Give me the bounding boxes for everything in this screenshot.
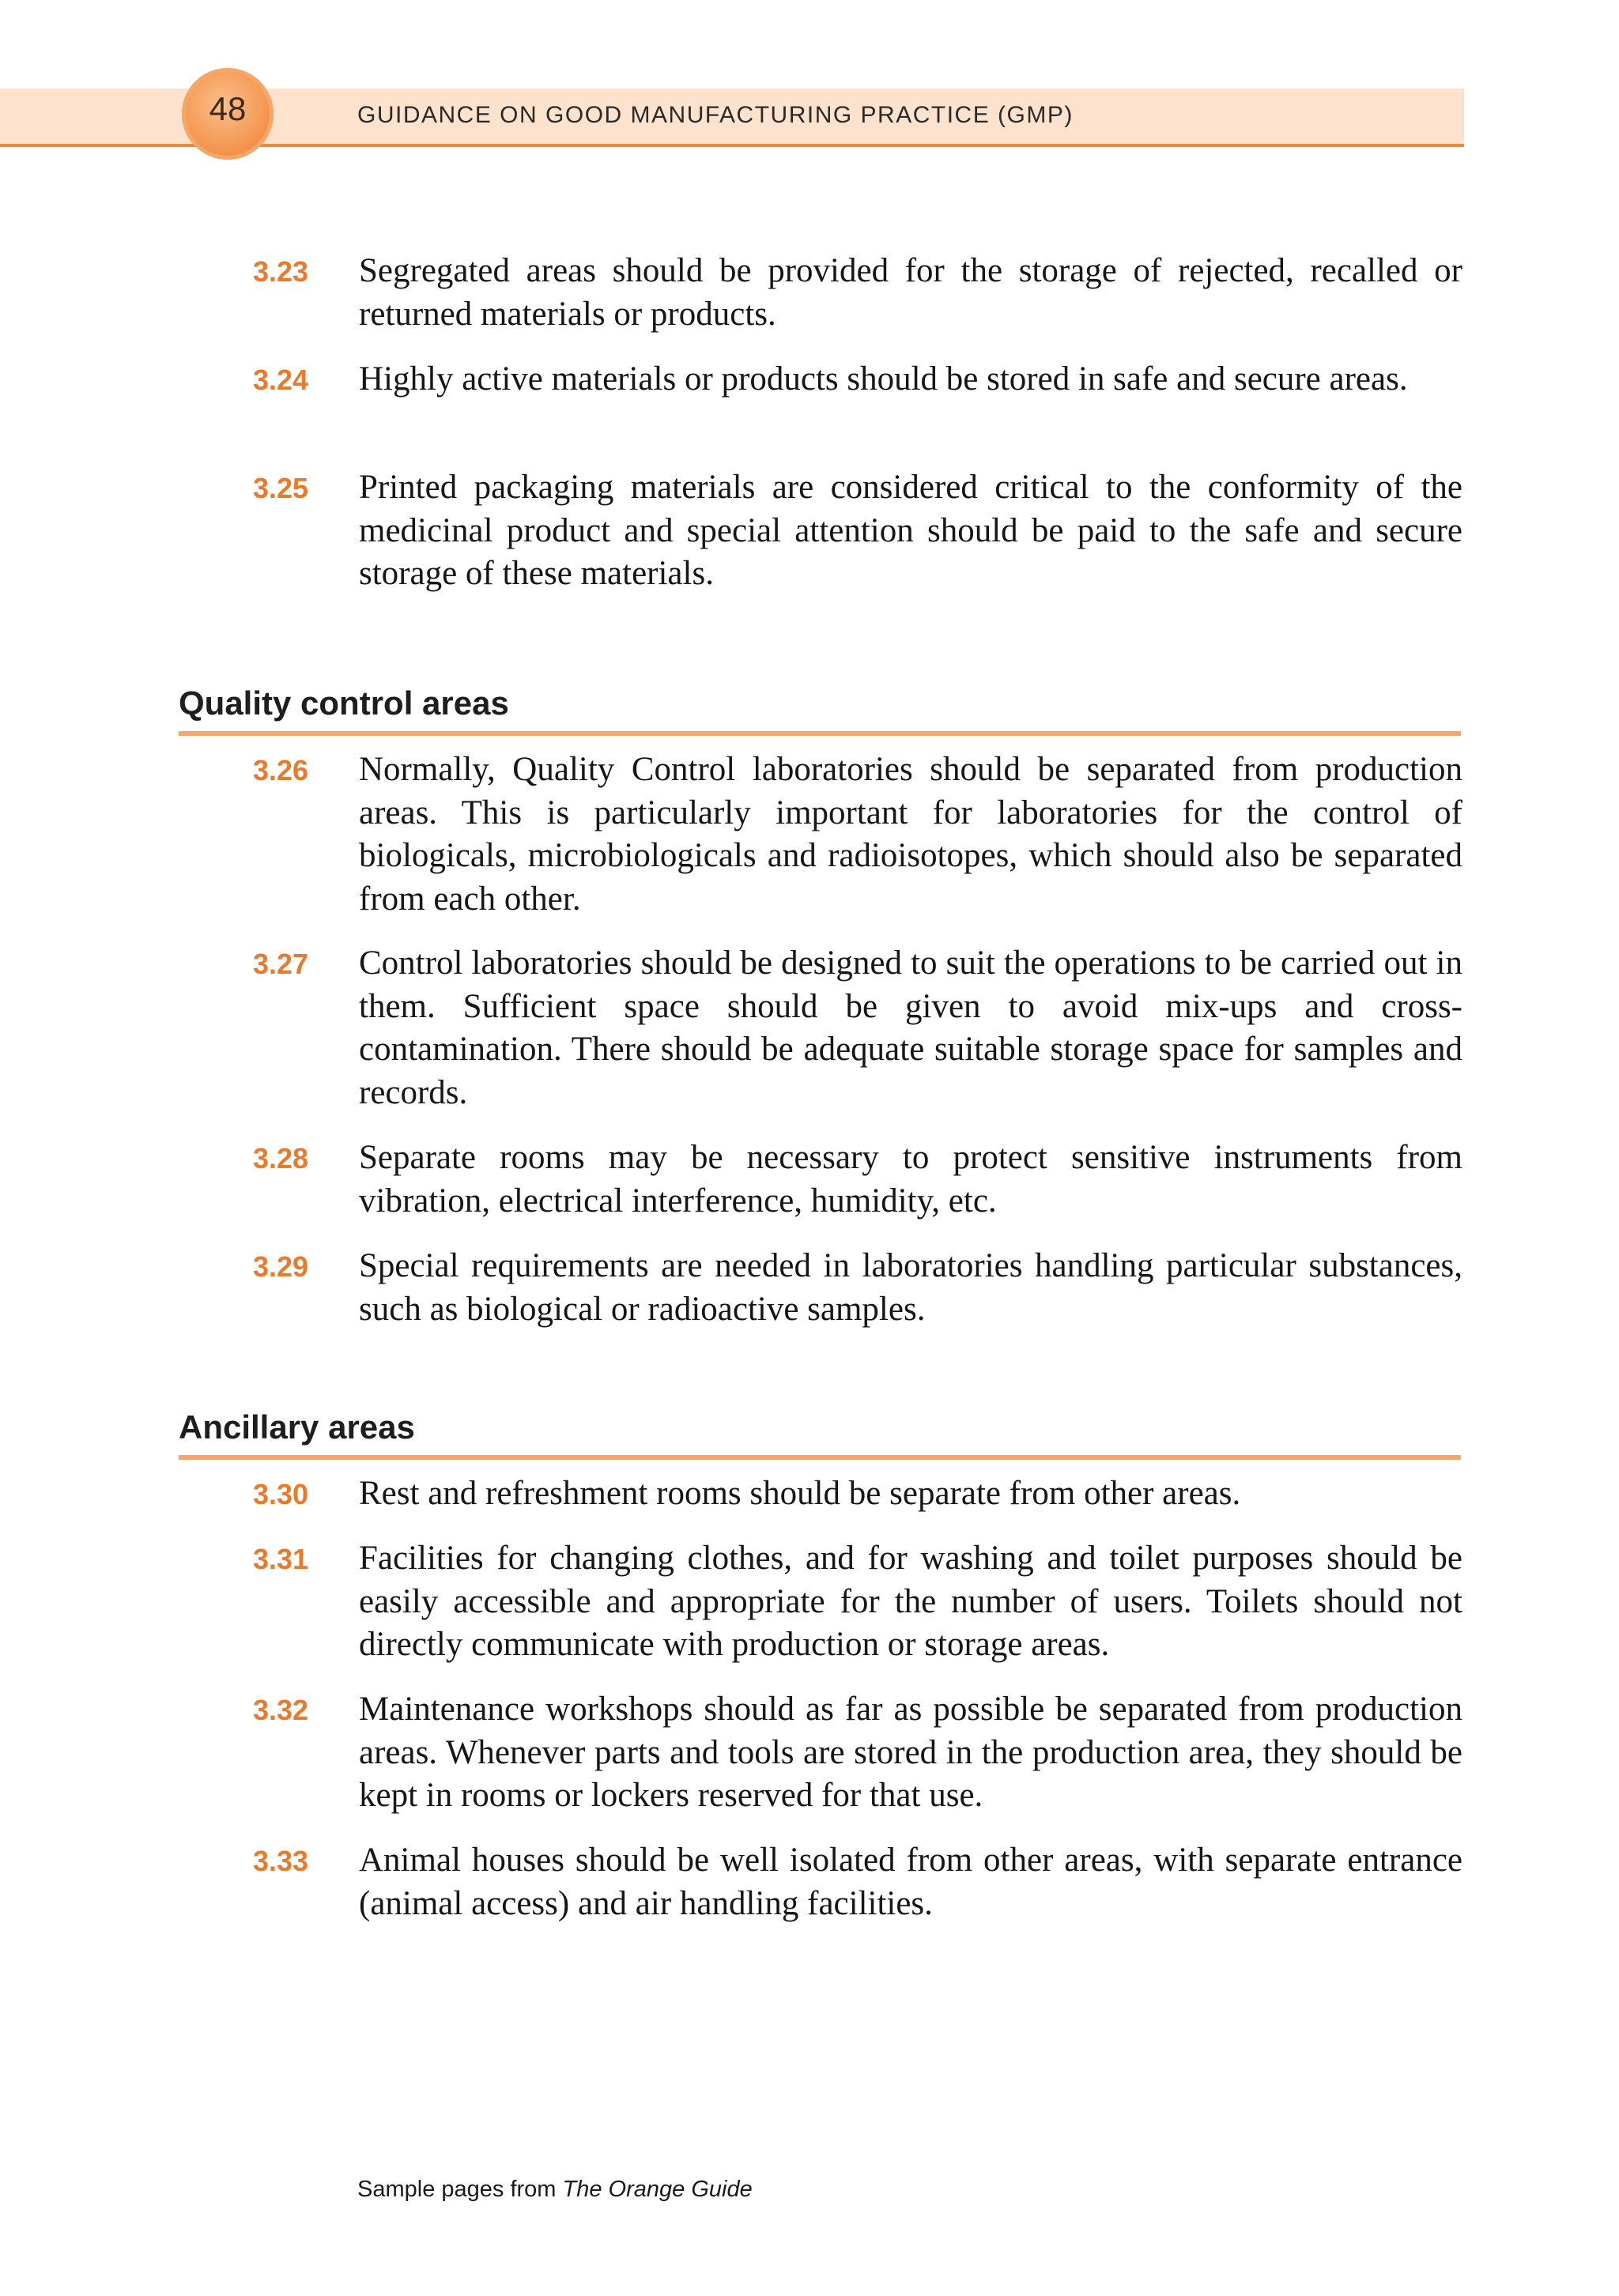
clause-text: Animal houses should be well isolated from other areas, with separate entrance (animal access) and air handling facilities. <box>359 1842 1462 1922</box>
clause-text: Segregated areas should be provided for the storage of rejected, recalled or returned materials or products. <box>359 252 1462 333</box>
clause-number: 3.33 <box>253 1845 309 1877</box>
page-number-badge <box>182 68 274 160</box>
clause-number: 3.31 <box>253 1543 309 1575</box>
clause-text: Rest and refreshment rooms should be separate from other areas. <box>359 1475 1241 1512</box>
page-footer <box>357 2177 753 2203</box>
clause-text: Printed packaging materials are considered critical to the conformity of the medicinal product and special attention should be paid to the safe and secure storage of these materials. <box>359 469 1462 592</box>
clause-3-29 <box>253 1245 1462 1331</box>
clause-text: Special requirements are needed in laboratories handling particular substances, such as biological or radioactive samples. <box>359 1247 1462 1328</box>
clause-text: Normally, Quality Control laboratories should be separated from production areas. This is particularly important for laboratories for the control of biologicals, microbiologicals and radioisotopes, which should also be separated from each other. <box>359 751 1462 918</box>
running-head-title: GUIDANCE ON GOOD MANUFACTURING PRACTICE (GMP) <box>357 102 1074 128</box>
clause-3-23 <box>253 250 1462 336</box>
clause-3-32 <box>253 1688 1462 1818</box>
clause-number: 3.26 <box>253 754 309 786</box>
clause-number: 3.24 <box>253 364 309 396</box>
clause-3-24 <box>253 358 1462 402</box>
clause-text: Separate rooms may be necessary to protect sensitive instruments from vibration, electrical interference, humidity, etc. <box>359 1139 1462 1220</box>
section-divider <box>179 1455 1461 1460</box>
clause-number: 3.32 <box>253 1694 309 1726</box>
section-heading-quality-control: Quality control areas <box>179 684 509 722</box>
clause-number: 3.29 <box>253 1250 309 1283</box>
clause-number: 3.27 <box>253 948 309 980</box>
section-heading-ancillary: Ancillary areas <box>179 1408 415 1446</box>
clause-text: Maintenance workshops should as far as possible be separated from production areas. Whenever parts and tools are stored in the production area, they should be kept in rooms or lockers reserved for that use. <box>359 1691 1462 1814</box>
clause-number: 3.23 <box>253 255 309 288</box>
section-divider <box>179 731 1461 736</box>
clause-3-33 <box>253 1839 1462 1925</box>
clause-number: 3.25 <box>253 472 309 504</box>
clause-number: 3.30 <box>253 1478 309 1510</box>
clause-text: Facilities for changing clothes, and for washing and toilet purposes should be easily accessible and appropriate for the number of users. Toilets should not directly communicate with production or storage areas. <box>359 1540 1462 1663</box>
clause-text: Highly active materials or products should be stored in safe and secure areas. <box>359 360 1408 398</box>
footer-title: The Orange Guide <box>562 2177 753 2202</box>
clause-3-30 <box>253 1472 1462 1516</box>
page-number: 48 <box>209 90 247 127</box>
clause-3-28 <box>253 1137 1462 1223</box>
clause-3-26 <box>253 748 1462 921</box>
footer-prefix: Sample pages from <box>357 2177 563 2202</box>
clause-3-31 <box>253 1537 1462 1667</box>
clause-3-27 <box>253 942 1462 1114</box>
clause-text: Control laboratories should be designed to suit the operations to be carried out in them. Sufficient space should be given to avoid mix-ups and cross-contamination. There should be adequate suitable storage space for samples and records. <box>359 944 1462 1111</box>
clause-number: 3.28 <box>253 1142 309 1174</box>
clause-3-25 <box>253 466 1462 596</box>
